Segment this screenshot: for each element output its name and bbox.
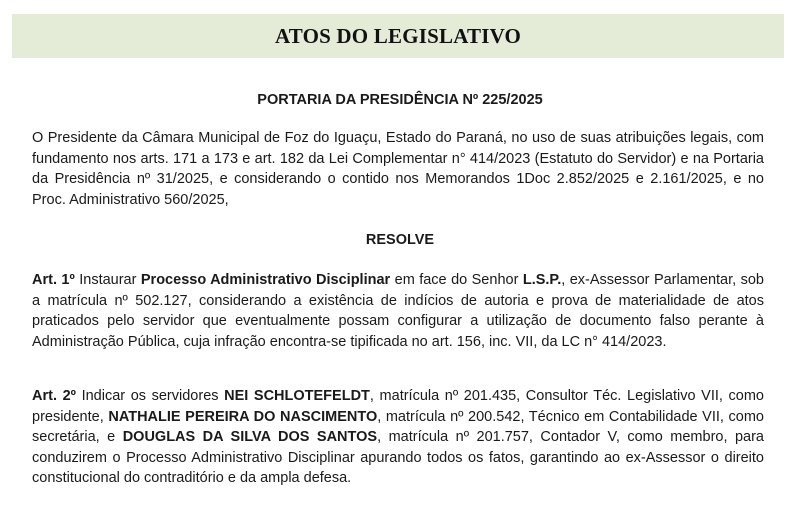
article-2: Art. 2º Indicar os servidores NEI SCHLOTEFELDT, matrícula nº 201.435, Consultor Téc. Legislativo VII, como presidente, NATHALIE PEREIRA DO NASCIMENTO, matrícula nº 200.542, Técnico em Contabilidade VII, como secretária, e DOUGLAS DA SILVA DOS SANTOS, matrícula nº 201.757, Contador V, como membro, para conduzirem o Processo Administrativo Disciplinar apurando todos os fatos, garantindo ao ex-Assessor o direito constitucional do contraditório e da ampla defesa.: [32, 388, 764, 486]
resolve-heading: RESOLVE: [365, 232, 435, 248]
document-title: PORTARIA DA PRESIDÊNCIA Nº 225/2025: [257, 92, 543, 108]
section-banner: [12, 14, 784, 58]
article-1: Art. 1º Instaurar Processo Administrativo Disciplinar em face do Senhor L.S.P., ex-Assessor Parlamentar, sob a matrícula nº 502.127, considerando a existência de indícios de autoria e prova de materialidade de atos praticados pelo servidor que eventualmente possam configurar a utilização de documento falso perante à Administração Pública, cuja infração encontra-se tipificada no art. 156, inc. VII, da LC n° 414/2023.: [32, 272, 764, 350]
accused-initials: L.S.P.: [522, 272, 562, 288]
article-1-label: Art. 1º: [32, 272, 75, 288]
member-secretary: NATHALIE PEREIRA DO NASCIMENTO: [108, 408, 378, 425]
member-president: NEI SCHLOTEFELDT: [224, 388, 370, 404]
process-type: Processo Administrativo Disciplinar: [140, 272, 391, 288]
intro-paragraph: O Presidente da Câmara Municipal de Foz do Iguaçu, Estado do Paraná, no uso de suas atribuições legais, com fundamento nos arts. 171 a 173 e art. 182 da Lei Complementar n° 414/2023 (Estatuto do Servidor) e na Portaria da Presidência nº 31/2025, e considerando o contido nos Memorandos 1Doc 2.852/2025 e 2.161/2025, e no Proc. Administrativo 560/2025,: [32, 130, 764, 208]
article-2-label: Art. 2º: [32, 388, 76, 404]
member-third: DOUGLAS DA SILVA DOS SANTOS: [122, 429, 378, 445]
section-title: ATOS DO LEGISLATIVO: [274, 23, 522, 48]
